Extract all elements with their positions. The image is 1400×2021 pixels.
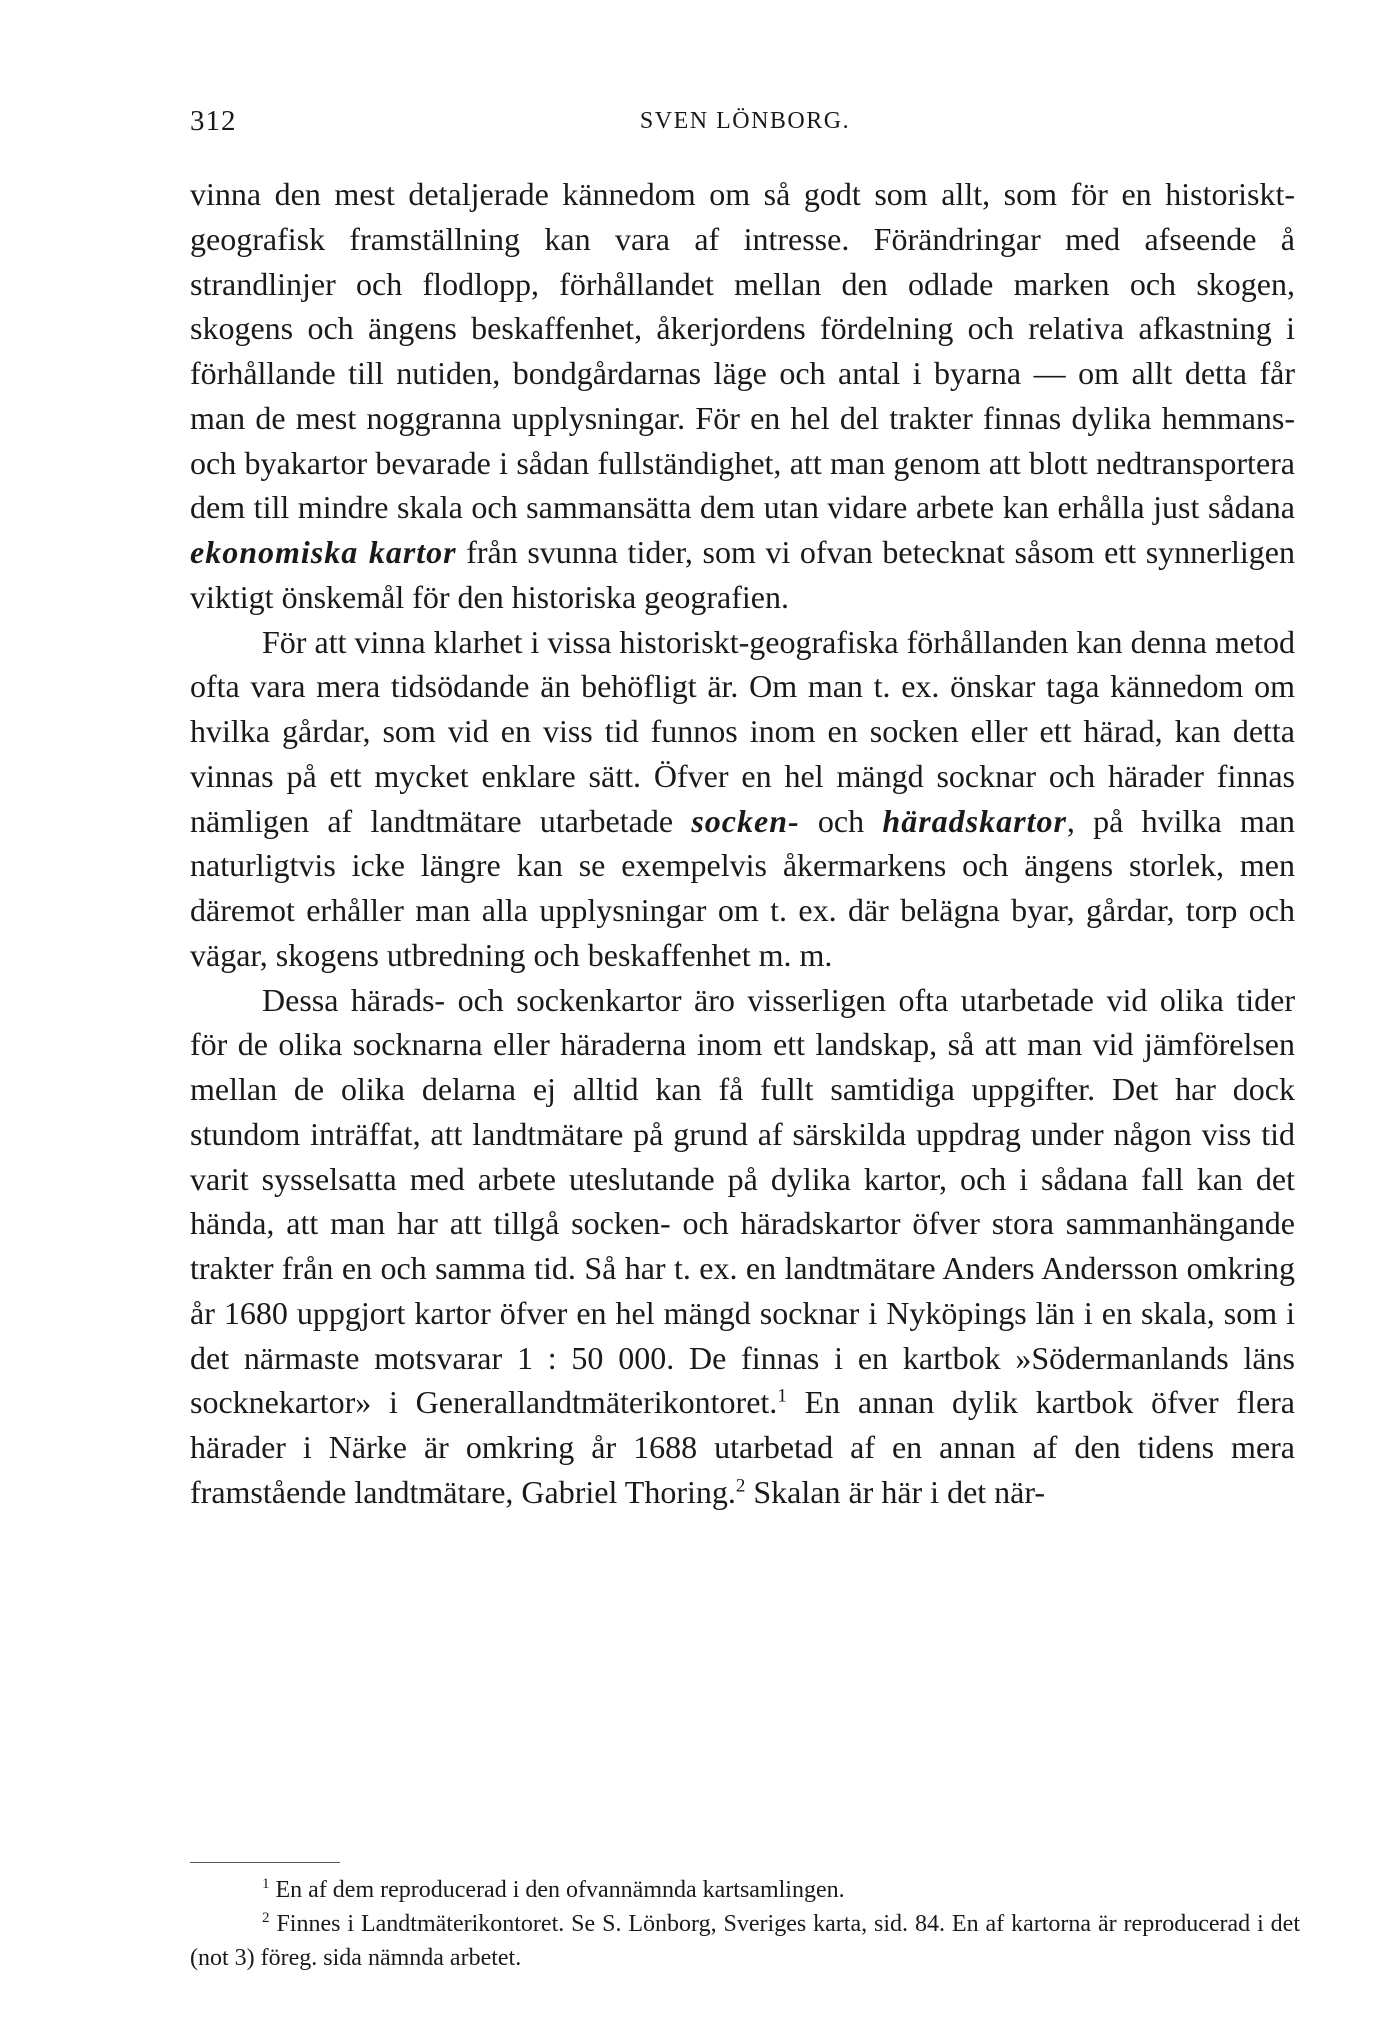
paragraph-1 — [190, 172, 1295, 620]
paragraph-2-text: För att vinna klarhet i vissa historiskt-geografiska förhållanden kan denna metod ofta vara mera tidsödande än behöfligt är. Om man t. ex. önskar taga kännedom om hvilka gårdar, som vid en viss tid funnos inom en socken eller ett härad, kan detta vinnas på ett mycket enklare sätt. Öfver en hel mängd socknar och härader finnas nämligen af landtmätare utarbetade — [190, 623, 1295, 839]
paragraph-1-text: vinna den mest detaljerade kännedom om så godt som allt, som för en historiskt-geografisk framställning kan vara af intresse. Förändringar med afseende å strandlinjer och flodlopp, förhållandet mellan den odlade marken och skogen, skogens och ängens beskaffenhet, åkerjordens fördelning och relativa afkastning i förhållande till nutiden, bondgårdarnas läge och antal i byarna — om allt detta får man de mest noggranna upplysningar. För en hel del trakter finnas dylika hemmans- och byakartor bevarade i sådan fullständighet, att man genom att blott nedtransportera dem till mindre skala och sammansätta dem utan vidare arbete kan erhålla just sådana — [190, 176, 1295, 526]
footnote-divider — [190, 1862, 340, 1863]
footnote-2 — [190, 1907, 1300, 1975]
footnote-ref-1[interactable]: 1 — [777, 1385, 787, 1407]
footnote-mark: 2 — [262, 1910, 270, 1926]
emphasis-socken: socken- — [691, 802, 800, 839]
footnote-text: En af dem reproducerad i den ofvannämnda kartsamlingen. — [275, 1877, 845, 1903]
footnote-mark: 1 — [262, 1876, 270, 1892]
footnote-1 — [190, 1873, 1300, 1907]
paragraph-2-rest: , på hvilka man naturligtvis icke längre kan se exempelvis åkermarkens och ängens storlek, men däremot erhåller man alla upplysningar om t. ex. där belägna byar, gårdar, torp och vägar, skogens utbredning och beskaffenhet m. m. — [190, 802, 1296, 973]
body-text — [190, 172, 1295, 1515]
paragraph-3-mid: De finnas i en kartbok »Södermanlands läns socknekartor» i Generallandtmäterikontoret. — [190, 1339, 1295, 1421]
paragraph-2 — [190, 620, 1295, 978]
footnote-ref-2[interactable]: 2 — [735, 1475, 746, 1497]
page-header — [190, 105, 1300, 145]
paragraph-3-rest: Skalan är här i det när- — [745, 1473, 1046, 1510]
page-number: 312 — [190, 105, 237, 137]
footnote-text: Finnes i Landtmäterikontoret. Se S. Lönborg, Sveriges karta, sid. 84. En af kartorna är reproducerad i det (not 3) föreg. sida nämnda arbetet. — [190, 1911, 1301, 1971]
paragraph-1-rest: från svunna tider, som vi ofvan betecknat såsom ett synnerligen viktigt önskemål för den historiska geografien. — [190, 534, 1296, 615]
paragraph-3-mid2: En annan dylik kartbok öfver flera härader i Närke är omkring år 1688 utarbetad af en annan af den tidens mera framstående landtmätare, Gabriel Thoring. — [190, 1384, 1296, 1510]
footnotes — [190, 1873, 1300, 1975]
emphasis-ekonomiska-kartor: ekonomiska kartor — [190, 534, 457, 570]
map-scale: 1 : 50 000. — [516, 1339, 675, 1376]
running-head: SVEN LÖNBORG. — [639, 108, 851, 134]
paragraph-2-mid: och — [799, 802, 883, 839]
paragraph-3 — [190, 978, 1295, 1515]
paragraph-3-text: Dessa härads- och sockenkartor äro visserligen ofta utarbetade vid olika tider för de olika socknarna eller häraderna inom ett landskap, så att man vid jämförelsen mellan de olika delarna ej alltid kan få fullt samtidiga uppgifter. Det har dock stundom inträffat, att landtmätare på grund af särskilda uppdrag under någon viss tid varit sysselsatta med arbete uteslutande på dylika kartor, och i sådana fall kan det hända, att man har att tillgå socken- och häradskartor öfver stora sammanhängande trakter från en och samma tid. Så har t. ex. en landtmätare Anders Andersson omkring år 1680 uppgjort kartor öfver en hel mängd socknar i Nyköpings län i en skala, som i det närmaste motsvarar — [190, 981, 1295, 1376]
emphasis-haradskartor: häradskartor — [882, 802, 1067, 839]
